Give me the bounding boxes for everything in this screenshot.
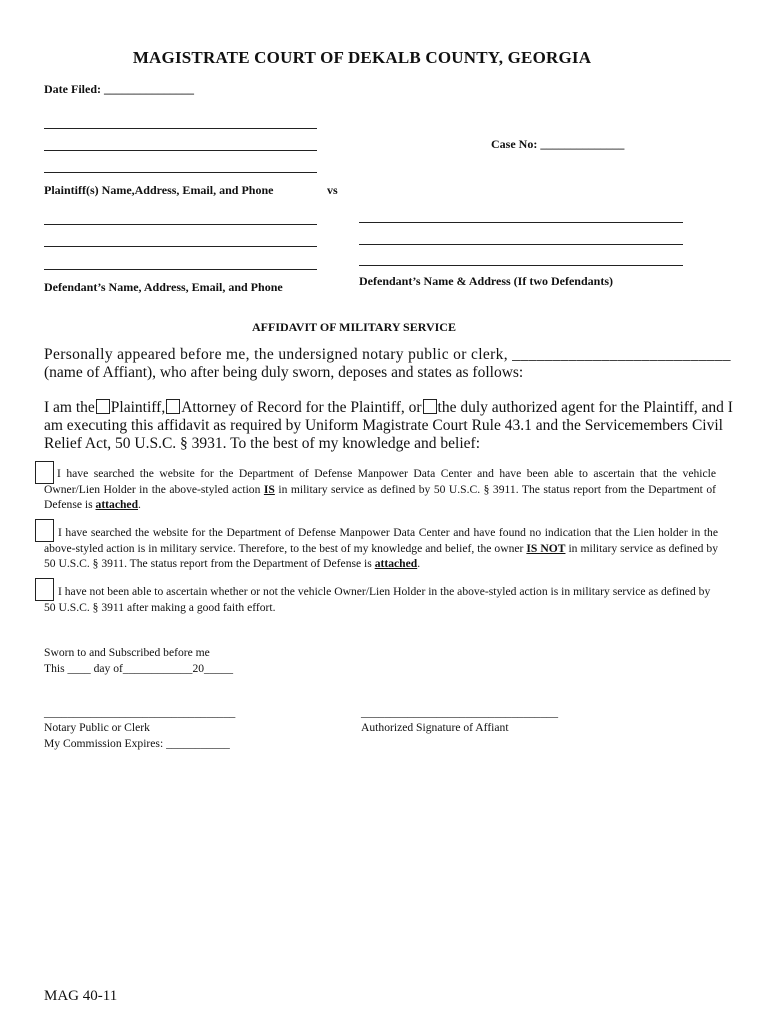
option-is-not-in-service-text (44, 525, 718, 572)
role-agent-text: the duly authorized agent for the Plaintiff, and I (437, 399, 733, 416)
role-paragraph (44, 399, 734, 453)
affiant-signature-label: Authorized Signature of Affiant (361, 721, 509, 734)
court-title: MAGISTRATE COURT OF DEKALB COUNTY, GEORGIA (132, 48, 592, 67)
attorney-checkbox[interactable] (166, 399, 180, 414)
plaintiff-checkbox[interactable] (96, 399, 110, 414)
option2-attached: attached (374, 557, 418, 570)
option2-text-a: I have searched the website for the Department of Defense Manpower Data Center and have found no indication that the Lien holder in the above-styled action is in military service. Therefore, to the best of my knowledge and belief, the owner (44, 526, 718, 555)
defendant-line-1[interactable] (44, 224, 317, 225)
option2-end: . (417, 557, 421, 570)
option1-end: . (138, 498, 141, 511)
role-plaintiff-text: Plaintiff, (110, 399, 166, 416)
option2-text-b: in military service as defined by 50 U.S.C. § 3911. The status report from the Department of Defense is (44, 541, 718, 570)
defendant-line-2[interactable] (44, 246, 317, 247)
plaintiff-line-1[interactable] (44, 128, 317, 129)
form-number: MAG 40-11 (44, 988, 118, 1004)
option1-is: IS (263, 482, 275, 496)
notary-signature-line[interactable]: _________________________________ (44, 706, 236, 719)
commission-expires-label[interactable]: My Commission Expires: ___________ (44, 736, 230, 750)
sworn-line-2[interactable]: This ____ day of____________20_____ (44, 661, 234, 675)
option-unable-to-ascertain-text: I have not been able to ascertain whether or not the vehicle Owner/Lien Holder in the above-styled action is in military service as defined by 50 U.S.C. § 3911 after making a good faith effort. (44, 585, 711, 614)
defendant2-line-1[interactable] (359, 222, 683, 223)
notary-block (44, 720, 230, 751)
intro-line-1: Personally appeared before me, the undersigned notary public or clerk, ___________________________ (44, 346, 731, 363)
agent-checkbox[interactable] (423, 399, 437, 414)
defendant2-label: Defendant’s Name & Address (If two Defendants) (359, 274, 613, 288)
plaintiff-label: Plaintiff(s) Name,Address, Email, and Phone (44, 183, 274, 197)
defendant-line-3[interactable] (44, 269, 317, 270)
defendant2-line-3[interactable] (359, 265, 683, 266)
defendant2-line-2[interactable] (359, 244, 683, 245)
notary-label: Notary Public or Clerk (44, 721, 150, 734)
intro-paragraph (44, 346, 734, 382)
option2-is-not: IS NOT (526, 541, 566, 555)
intro-line-2: (name of Affiant), who after being duly sworn, deposes and states as follows: (44, 364, 524, 381)
option1-text-a: I have searched the website for the Department of Defense Manpower Data Center and have been able to ascertain that the vehicle Owner/Lien Holder in the above-styled action (44, 467, 716, 496)
role-line-2: am executing this affidavit as required by Uniform Magistrate Court Rule 43.1 and the Servicemembers Civil (44, 417, 723, 434)
vs-label: vs (327, 183, 338, 197)
sworn-block (44, 645, 233, 676)
role-attorney-text: Attorney of Record for the Plaintiff, or (181, 399, 422, 416)
affidavit-heading: AFFIDAVIT OF MILITARY SERVICE (252, 320, 456, 334)
affiant-signature-line[interactable]: __________________________________ (361, 706, 559, 719)
plaintiff-line-2[interactable] (44, 150, 317, 151)
option1-attached: attached (95, 498, 139, 511)
defendant-label: Defendant’s Name, Address, Email, and Phone (44, 280, 283, 294)
plaintiff-line-3[interactable] (44, 172, 317, 173)
sworn-line-1: Sworn to and Subscribed before me (44, 646, 210, 659)
option-is-in-service-text (44, 466, 716, 513)
case-no-label: Case No: ______________ (491, 137, 625, 151)
option1-text-b: in military service as defined by 50 U.S.C. § 3911. The status report from the Department of Defense is (44, 482, 716, 511)
date-filed-label: Date Filed: _______________ (44, 82, 194, 96)
role-iam-text: I am the (44, 399, 95, 416)
role-line-3: Relief Act, 50 U.S.C. § 3931. To the best of my knowledge and belief: (44, 435, 481, 452)
